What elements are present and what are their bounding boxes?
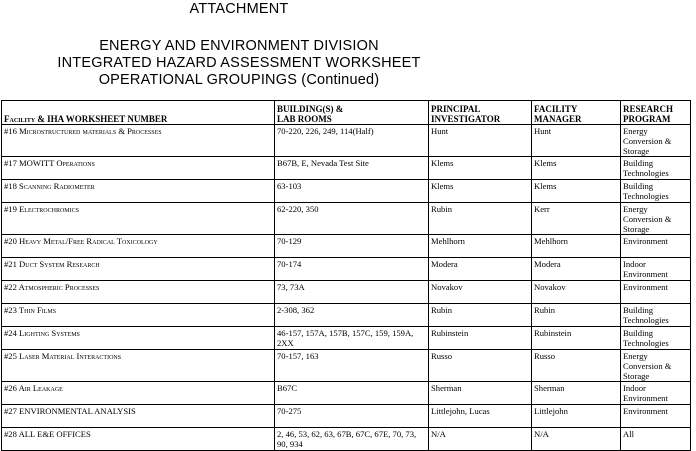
cell-investigator: Klems [429,180,532,203]
cell-rooms: 62-220, 350 [275,203,429,235]
cell-manager: Rubinstein [532,327,621,350]
col-buildings-line2: LAB ROOMS [277,114,332,124]
cell-investigator: Novakov [429,281,532,304]
col-buildings [275,101,429,125]
cell-rooms: 46-157, 157A, 157B, 157C, 159, 159A, 2XX [275,327,429,350]
cell-facility: #26 Air Leakage [2,382,275,405]
groupings-title: OPERATIONAL GROUPINGS (Continued) [98,72,380,88]
cell-facility: #25 Laser Material Interactions [2,350,275,382]
col-investigator [429,101,532,125]
table-row [2,157,691,180]
cell-investigator: Mehlhorn [429,235,532,258]
table-row [2,281,691,304]
cell-program: Indoor Environment [621,258,691,281]
iha-table [1,100,691,451]
cell-facility: #21 Duct System Research [2,258,275,281]
cell-rooms: B67B, E, Nevada Test Site [275,157,429,180]
cell-rooms: 2, 46, 53, 62, 63, 67B, 67C, 67E, 70, 73, 90, 934 [275,428,429,451]
cell-manager: N/A [532,428,621,451]
cell-rooms: 73, 73A [275,281,429,304]
cell-manager: Rubin [532,304,621,327]
cell-manager: Mehlhorn [532,235,621,258]
cell-rooms: 70-220, 226, 249, 114(Half) [275,125,429,157]
cell-facility: #22 Atmospheric Processes [2,281,275,304]
table-row [2,350,691,382]
header-row [2,101,691,125]
table-body [2,125,691,451]
col-investigator-line1: PRINCIPAL [431,104,481,114]
cell-facility: #23 Thin Films [2,304,275,327]
cell-investigator: Sherman [429,382,532,405]
cell-facility: #24 Lighting Systems [2,327,275,350]
cell-facility: #17 MOWITT Operations [2,157,275,180]
col-program-line2: PROGRAM [623,114,671,124]
cell-program: Environment [621,405,691,428]
table-row [2,258,691,281]
cell-program: Environment [621,235,691,258]
col-manager-line2: MANAGER [534,114,582,124]
cell-facility: #28 ALL E&E OFFICES [2,428,275,451]
cell-rooms: 63-103 [275,180,429,203]
cell-facility: #19 Electrochromics [2,203,275,235]
cell-program: Building Technologies [621,180,691,203]
cell-manager: Modera [532,258,621,281]
cell-manager: Hunt [532,125,621,157]
cell-facility: #27 ENVIRONMENTAL ANALYSIS [2,405,275,428]
cell-program: Energy Conversion & Storage [621,350,691,382]
cell-manager: Klems [532,180,621,203]
cell-program: Building Technologies [621,327,691,350]
cell-facility: #20 Heavy Metal/Free Radical Toxicology [2,235,275,258]
division-title: ENERGY AND ENVIRONMENT DIVISION [99,38,379,54]
cell-investigator: Modera [429,258,532,281]
cell-manager: Novakov [532,281,621,304]
cell-program: All [621,428,691,451]
table-row [2,327,691,350]
worksheet-title: INTEGRATED HAZARD ASSESSMENT WORKSHEET [57,55,421,71]
cell-investigator: Rubin [429,304,532,327]
cell-rooms: 70-174 [275,258,429,281]
cell-investigator: Rubinstein [429,327,532,350]
table-row [2,428,691,451]
cell-manager: Sherman [532,382,621,405]
cell-program: Energy Conversion & Storage [621,125,691,157]
cell-rooms: 70-157, 163 [275,350,429,382]
cell-rooms: 70-129 [275,235,429,258]
table-row [2,304,691,327]
cell-investigator: Hunt [429,125,532,157]
col-investigator-line2: INVESTIGATOR [431,114,501,124]
cell-manager: Littlejohn [532,405,621,428]
cell-investigator: Rubin [429,203,532,235]
col-program-line1: RESEARCH [623,104,674,114]
cell-manager: Klems [532,157,621,180]
cell-facility: #16 Microstructured materials & Processes [2,125,275,157]
table-row [2,405,691,428]
col-manager [532,101,621,125]
cell-program: Indoor Environment [621,382,691,405]
table-row [2,235,691,258]
cell-program: Building Technologies [621,157,691,180]
cell-program: Environment [621,281,691,304]
col-buildings-line1: BUILDING(S) & [277,104,344,114]
table-header [2,101,691,125]
cell-investigator: N/A [429,428,532,451]
cell-facility: #18 Scanning Radiometer [2,180,275,203]
cell-manager: Russo [532,350,621,382]
cell-investigator: Littlejohn, Lucas [429,405,532,428]
cell-investigator: Russo [429,350,532,382]
cell-investigator: Klems [429,157,532,180]
table-row [2,180,691,203]
col-manager-line1: FACILITY [534,104,578,114]
cell-program: Energy Conversion & Storage [621,203,691,235]
cell-manager: Kerr [532,203,621,235]
table-row [2,382,691,405]
cell-rooms: 2-308, 362 [275,304,429,327]
col-facility: Facility & IHA WORKSHEET NUMBER [2,101,275,125]
cell-rooms: 70-275 [275,405,429,428]
table-row [2,125,691,157]
col-program [621,101,691,125]
attachment-title: ATTACHMENT [189,1,289,17]
cell-program: Building Technologies [621,304,691,327]
cell-rooms: B67C [275,382,429,405]
table-row [2,203,691,235]
